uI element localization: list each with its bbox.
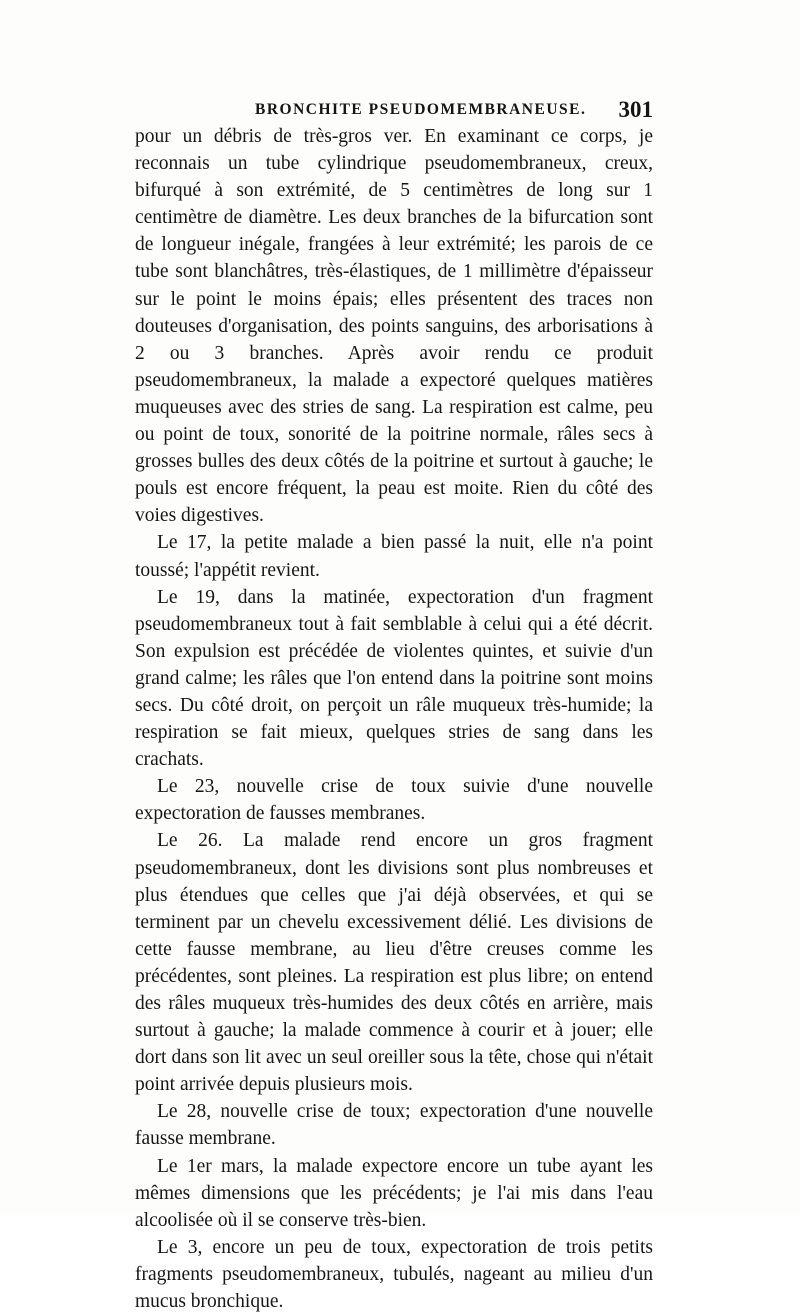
paragraph: Le 3, encore un peu de toux, expectoration de trois petits fragments pseudomembraneux, tubulés, nageant au milieu d'un mucus bronchique. (135, 1236, 653, 1313)
paragraph: Le 19, dans la matinée, expectoration d'un fragment pseudomembraneux tout à fait semblable à celui qui a été décrit. Son expulsion est précédée de violentes quintes, et suivie d'un grand calme; les râles que l'on entend dans la poitrine sont moins secs. Du côté droit, on perçoit un râle muqueux très-humide; la respiration se fait mieux, quelques stries de sang dans les crachats. (135, 586, 653, 771)
body-text (135, 123, 653, 1315)
paragraph: pour un débris de très-gros ver. En examinant ce corps, je reconnais un tube cylindrique pseudomembraneux, creux, bifurqué à son extrémité, de 5 centimètres de long sur 1 centimètre de diamètre. Les deux branches de la bifurcation sont de longueur inégale, frangées à leur extrémité; les parois de ce tube sont blanchâtres, très-élastiques, de 1 millimètre d'épaisseur sur le point le moins épais; elles présentent des traces non douteuses d'organisation, des points sanguins, des arborisations à 2 ou 3 branches. Après avoir rendu ce produit pseudomembraneux, la malade a expectoré quelques matières muqueuses avec des stries de sang. La respiration est calme, peu ou point de toux, sonorité de la poitrine normale, râles secs à grosses bulles des deux côtés de la poitrine et surtout à gauche; le pouls est encore fréquent, la peau est moite. Rien du côté des voies digestives. (135, 126, 653, 527)
page-number: 301 (618, 97, 653, 122)
paragraph: Le 23, nouvelle crise de toux suivie d'une nouvelle expectoration de fausses membranes. (135, 776, 653, 825)
running-title: BRONCHITE PSEUDOMEMBRANEUSE. (255, 101, 587, 118)
paragraph: Le 17, la petite malade a bien passé la nuit, elle n'a point toussé; l'appétit revient. (135, 532, 653, 581)
paragraph: Le 1er mars, la malade expectore encore un tube ayant les mêmes dimensions que les précédents; je l'ai mis dans l'eau alcoolisée où il se conserve très-bien. (135, 1155, 653, 1231)
paragraph: Le 28, nouvelle crise de toux; expectoration d'une nouvelle fausse membrane. (135, 1101, 653, 1150)
paragraph: Le 26. La malade rend encore un gros fragment pseudomembraneux, dont les divisions sont plus nombreuses et plus étendues que celles que j'ai déjà observées, et qui se terminent par un chevelu excessivement délié. Les divisions de cette fausse membrane, au lieu d'être creuses comme les précédentes, sont pleines. La respiration est plus libre; on entend des râles muqueux très-humides des deux côtés en arrière, mais surtout à gauche; la malade commence à courir et à jouer; elle dort dans son lit avec un seul oreiller sous la tête, chose qui n'était point arrivée depuis plusieurs mois. (135, 830, 653, 1096)
